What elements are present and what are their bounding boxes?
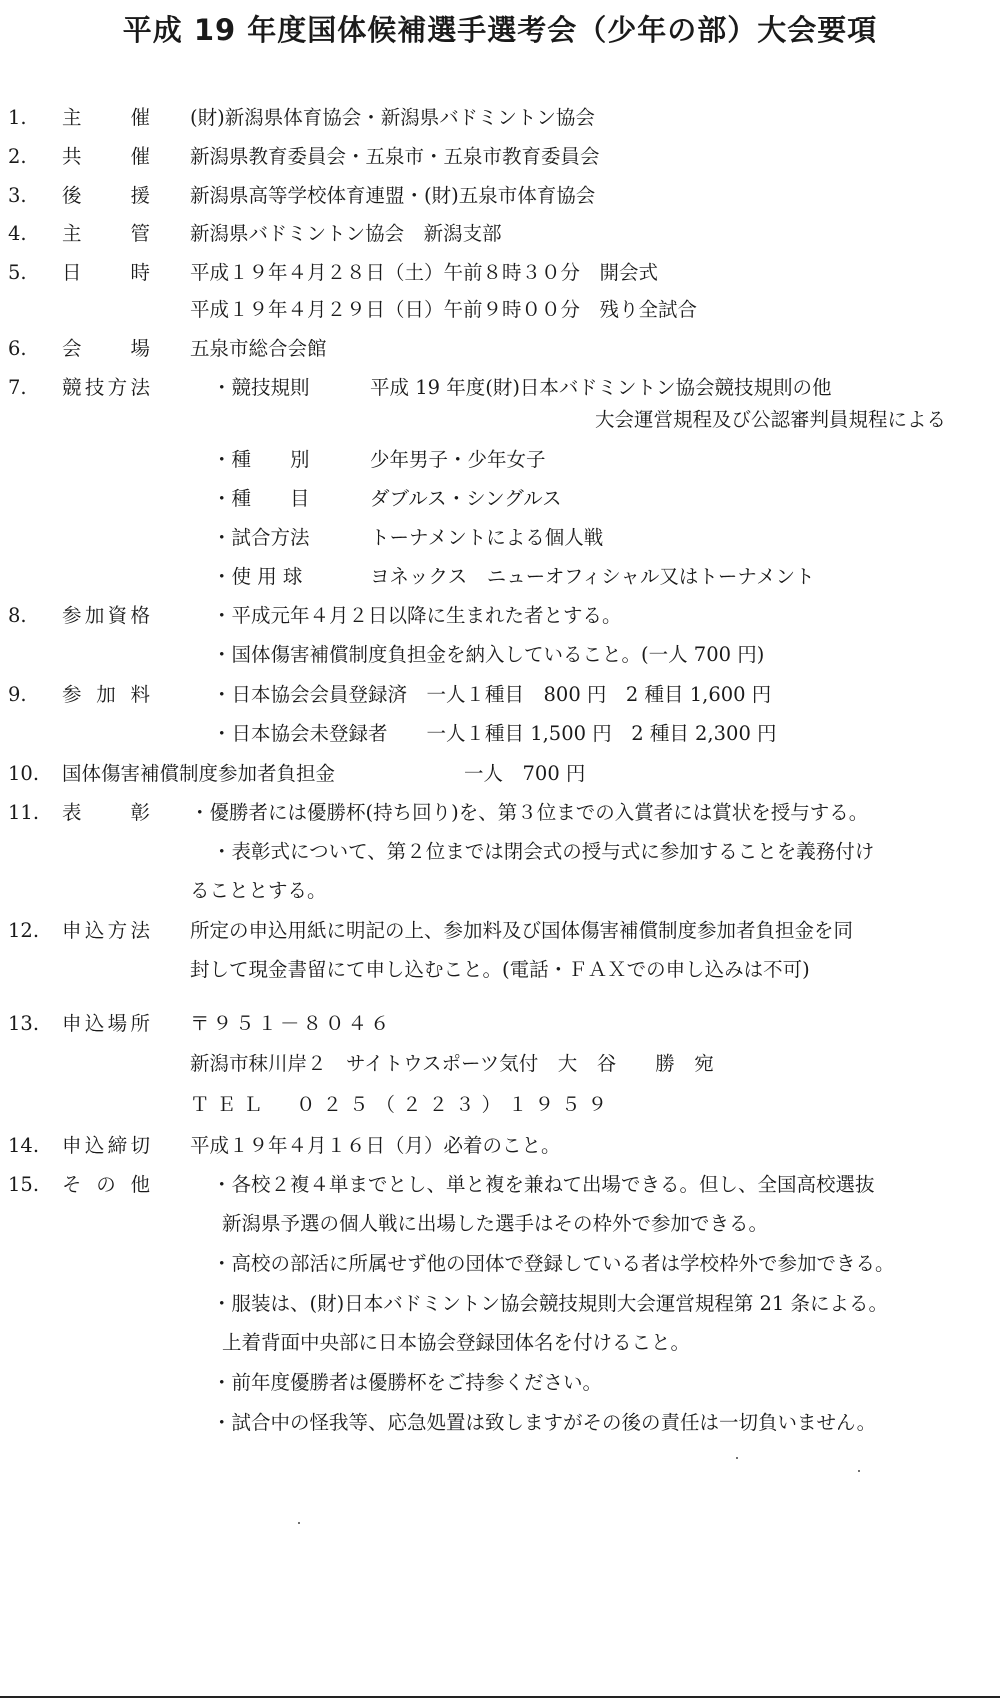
item-label: 会 場 — [62, 337, 150, 360]
item-text: ・平成元年４月２日以降に生まれた者とする。 — [212, 604, 622, 627]
scan-speck — [858, 1470, 860, 1472]
item-label: 申込場所 — [62, 1012, 150, 1035]
item-text: 平成１９年４月２９日（日）午前９時００分 残り全試合 — [190, 298, 698, 321]
item-number: 3. — [8, 184, 27, 207]
item-number: 10. — [8, 762, 40, 785]
item-text: ・日本協会未登録者 一人１種目 1,500 円 2 種目 2,300 円 — [212, 722, 777, 745]
item-text: 平成１９年４月１６日（月）必着のこと。 — [190, 1134, 561, 1157]
item-text: ・日本協会会員登録済 一人１種目 800 円 2 種目 1,600 円 — [212, 683, 772, 706]
postal-code: 〒９５１－８０４６ — [190, 1012, 393, 1035]
bottom-rule — [0, 1696, 1000, 1698]
item-label: そ の 他 — [62, 1173, 150, 1196]
item-label: 申込方法 — [62, 919, 150, 942]
rule-value: 平成 19 年度(財)日本バドミントン協会競技規則の他 — [370, 376, 832, 399]
item-text: 新潟県教育委員会・五泉市・五泉市教育委員会 — [190, 145, 600, 168]
item-number: 1. — [8, 106, 27, 129]
item-number: 12. — [8, 919, 40, 942]
item-number: 7. — [8, 376, 27, 399]
item-text: ・各校２複４単までとし、単と複を兼ねて出場できる。但し、全国高校選抜 — [212, 1173, 875, 1196]
item-number: 4. — [8, 222, 27, 245]
item-number: 11. — [8, 801, 40, 824]
rule-key: ・使 用 球 — [212, 565, 303, 588]
item-text: 五泉市総合会館 — [190, 337, 327, 360]
item-text: ・表彰式について、第２位までは閉会式の授与式に参加することを義務付け — [212, 840, 875, 863]
address: 新潟市秣川岸２ サイトウスポーツ気付 大 谷 勝 宛 — [190, 1052, 714, 1075]
item-text: 新潟県バドミントン協会 新潟支部 — [190, 222, 502, 245]
rule-key: ・試合方法 — [212, 526, 310, 549]
scan-speck — [736, 1457, 738, 1459]
item-text: 封して現金書留にて申し込むこと。(電話・ＦＡＸでの申し込みは不可) — [190, 958, 810, 981]
item-label: 競技方法 — [62, 376, 150, 399]
item-text: 所定の申込用紙に明記の上、参加料及び国体傷害補償制度参加者負担金を同 — [190, 919, 854, 942]
rule-value: ダブルス・シングルス — [370, 487, 562, 510]
rule-key: ・種 別 — [212, 448, 310, 471]
item-text: (財)新潟県体育協会・新潟県バドミントン協会 — [190, 106, 595, 129]
item-number: 15. — [8, 1173, 40, 1196]
rule-key: ・競技規則 — [212, 376, 310, 399]
item-number: 14. — [8, 1134, 40, 1157]
item-label: 主 催 — [62, 106, 150, 129]
item-number: 6. — [8, 337, 27, 360]
item-label: 申込締切 — [62, 1134, 150, 1157]
item-number: 2. — [8, 145, 27, 168]
item-label: 表 彰 — [62, 801, 150, 824]
item-text: 新潟県予選の個人戦に出場した選手はその枠外で参加できる。 — [222, 1212, 769, 1235]
item-text: 一人 700 円 — [464, 762, 586, 785]
item-text: ・優勝者には優勝杯(持ち回り)を、第３位までの入賞者には賞状を授与する。 — [190, 801, 869, 824]
rule-value: トーナメントによる個人戦 — [370, 526, 604, 549]
item-label: 参加資格 — [62, 604, 150, 627]
rule-value: ヨネックス ニューオフィシャル又はトーナメント — [370, 565, 815, 588]
item-text: ・高校の部活に所属せず他の団体で登録している者は学校枠外で参加できる。 — [212, 1252, 895, 1275]
item-label: 国体傷害補償制度参加者負担金 — [62, 762, 336, 785]
item-number: 8. — [8, 604, 27, 627]
phone-number: ＴＥＬ ０２５（２２３）１９５９ — [190, 1093, 615, 1116]
item-label: 主 管 — [62, 222, 150, 245]
rule-value: 少年男子・少年女子 — [370, 448, 546, 471]
page-title: 平成 19 年度国体候補選手選考会（少年の部）大会要項 — [122, 13, 878, 47]
item-number: 13. — [8, 1012, 40, 1035]
item-label: 参 加 料 — [62, 683, 150, 706]
item-text: 新潟県高等学校体育連盟・(財)五泉市体育協会 — [190, 184, 596, 207]
scan-speck — [298, 1522, 300, 1524]
item-number: 9. — [8, 683, 27, 706]
rule-key: ・種 目 — [212, 487, 310, 510]
item-label: 後 援 — [62, 184, 150, 207]
item-text: ・試合中の怪我等、応急処置は致しますがその後の責任は一切負いません。 — [212, 1411, 877, 1434]
rule-value-continued: 大会運営規程及び公認審判員規程による — [595, 408, 947, 431]
item-text: ・服装は、(財)日本バドミントン協会競技規則大会運営規程第 21 条による。 — [212, 1292, 889, 1315]
item-text: 平成１９年４月２８日（土）午前８時３０分 開会式 — [190, 261, 659, 284]
item-text: ・前年度優勝者は優勝杯をご持参ください。 — [212, 1371, 603, 1394]
item-label: 共 催 — [62, 145, 150, 168]
item-text: ることとする。 — [190, 879, 327, 902]
item-label: 日 時 — [62, 261, 150, 284]
item-number: 5. — [8, 261, 27, 284]
item-text: 上着背面中央部に日本協会登録団体名を付けること。 — [222, 1331, 691, 1354]
item-text: ・国体傷害補償制度負担金を納入していること。(一人 700 円) — [212, 643, 765, 666]
